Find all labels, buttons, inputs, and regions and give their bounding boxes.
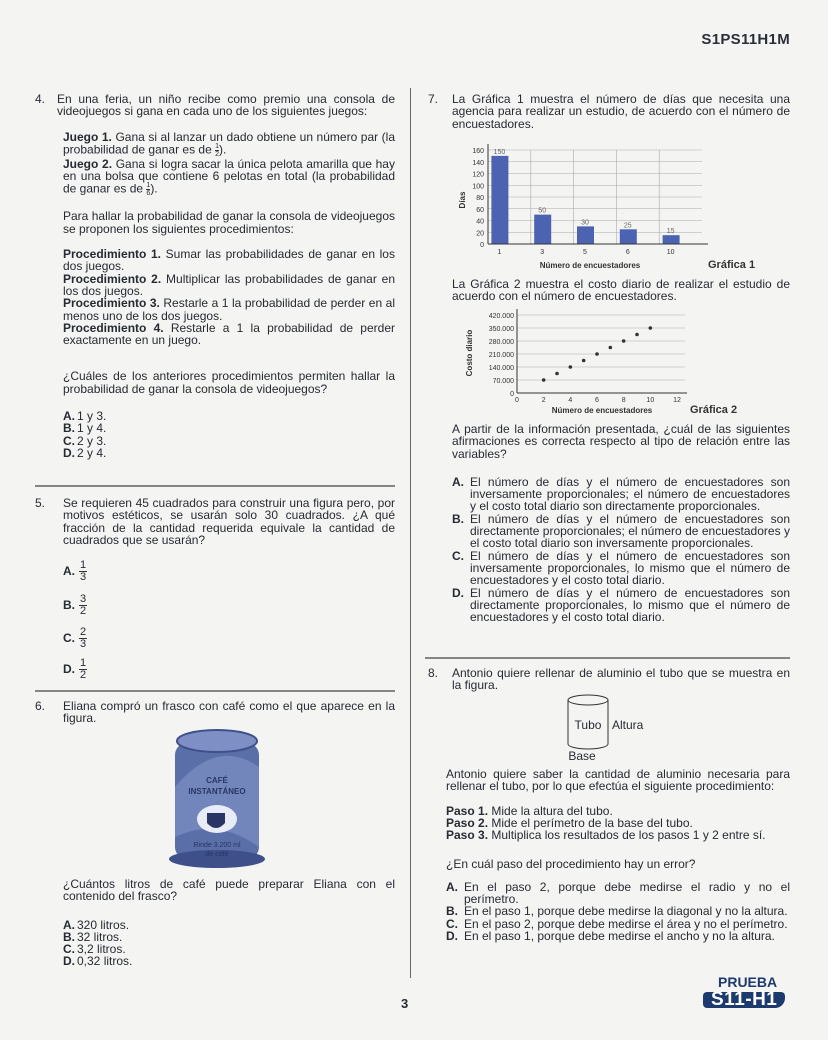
step-label: Paso 1. — [446, 803, 489, 818]
procedure — [35, 297, 395, 322]
option-d[interactable] — [63, 658, 87, 681]
option-letter: D. — [63, 661, 75, 676]
question-number: 5. — [35, 496, 46, 510]
x-tick-label: 10 — [666, 249, 675, 256]
option-text: 2 y 3. — [77, 433, 107, 448]
data-label: 30 — [581, 219, 589, 227]
data-label: 50 — [538, 207, 547, 215]
option-letter: B. — [446, 904, 458, 919]
option-letter: A. — [446, 879, 458, 894]
y-tick-label: 140 — [472, 159, 484, 167]
question-stem: Antonio quiere rellenar de aluminio el tubo que se muestra en la figura. — [452, 666, 790, 693]
y-tick-label: 210.000 — [488, 352, 514, 359]
height-label: Altura — [612, 718, 644, 732]
x-tick-label: 4 — [568, 397, 573, 404]
jar-label-line1: CAFÉ — [206, 776, 228, 785]
juego-label: Juego 1. — [63, 129, 112, 144]
question-text: A partir de la información presentada, ¿cuál de las siguientes afirmaciones es correcta respecto al tipo de relación entre las variables? — [452, 422, 790, 461]
question-6-body — [35, 878, 395, 968]
question-number: 4. — [35, 92, 46, 106]
x-tick-label: 0 — [515, 397, 519, 404]
question-6 — [35, 700, 395, 725]
option-d[interactable] — [35, 447, 395, 459]
option-letter: B. — [63, 929, 75, 944]
question-number: 7. — [428, 92, 439, 106]
coffee-jar-image — [165, 727, 269, 872]
x-axis-label: Número de encuestadores — [551, 406, 653, 415]
data-point — [649, 326, 653, 330]
option-letter: D. — [63, 445, 75, 460]
option-text: 0,32 litros. — [77, 954, 133, 969]
step — [446, 829, 790, 841]
fraction — [79, 594, 87, 617]
procedure-text: Restarle a 1 la probabilidad de perder exactamente en un juego. — [63, 320, 395, 348]
separator — [425, 657, 790, 659]
tube-figure — [560, 692, 680, 764]
separator — [35, 690, 395, 692]
option-letter: B. — [63, 421, 75, 436]
base-label: Base — [568, 749, 596, 763]
numerator: 1 — [215, 142, 220, 150]
option-letter: C. — [446, 916, 458, 931]
procedure — [35, 273, 395, 298]
option-text: En el paso 1, porque debe medirse la diagonal y no la altura. — [464, 904, 788, 919]
juego-text: Gana si al lanzar un dado obtiene un número par (la probabilidad de ganar es de — [63, 129, 395, 157]
chart-2-intro: La Gráfica 2 muestra el costo diario de realizar el estudio de acuerdo con el número de encuestadores. — [452, 277, 790, 304]
question-number: 6. — [35, 699, 46, 713]
procedure-text: Multiplicar las probabilidades de ganar en los dos juegos. — [63, 271, 396, 298]
y-tick-label: 100 — [472, 183, 484, 191]
option-letter: A. — [63, 563, 75, 578]
column-divider — [410, 88, 411, 978]
question-8 — [428, 667, 790, 692]
procedure — [35, 322, 395, 347]
option-text: En el paso 2, porque debe medirse el área y no el perímetro. — [464, 916, 788, 931]
numerator: 1 — [80, 657, 87, 669]
fraction — [79, 560, 87, 583]
data-point — [622, 339, 626, 343]
question-7-body — [452, 423, 790, 623]
x-tick-label: 3 — [540, 249, 545, 256]
data-point — [609, 346, 613, 350]
y-tick-label: 0 — [510, 391, 514, 398]
option-text: 32 litros. — [77, 929, 123, 944]
question-stem: La Gráfica 1 muestra el número de días que necesita una agencia para realizar un estudio, de acuerdo con el número de encuestadores. — [452, 92, 790, 131]
numerator: 1 — [80, 559, 87, 571]
option-letter: B. — [452, 511, 464, 526]
bar — [577, 226, 594, 244]
procedure-text: Sumar las probabilidades de ganar en los dos juegos. — [63, 247, 395, 274]
bar — [663, 235, 680, 244]
y-tick-label: 280.000 — [488, 339, 514, 346]
fraction — [215, 143, 219, 158]
option-text: El número de días y el número de encuestadores son directamente proporcionales; el número de encuestadores y el costo total diario son inversamente proporcionales. — [470, 511, 790, 551]
data-label: 25 — [623, 222, 632, 230]
data-point — [595, 352, 599, 356]
option-text: 320 litros. — [77, 917, 130, 932]
numerator: 1 — [146, 182, 151, 190]
option-d[interactable] — [428, 930, 790, 942]
option-letter: C. — [63, 942, 75, 957]
option-letter: C. — [63, 630, 75, 645]
bar — [534, 215, 551, 244]
x-tick-label: 2 — [541, 397, 546, 404]
step-text: Mide el perímetro de la base del tubo. — [491, 815, 693, 830]
option-a[interactable] — [428, 881, 790, 906]
numerator: 2 — [80, 626, 87, 638]
x-tick-label: 1 — [497, 249, 502, 256]
data-point — [555, 372, 559, 376]
procedure — [35, 248, 395, 273]
y-tick-label: 350.000 — [488, 326, 514, 333]
denominator: 2 — [80, 669, 87, 681]
option-a[interactable] — [63, 560, 87, 583]
question-text: ¿En cuál paso del procedimiento hay un error? — [446, 857, 696, 872]
tube-label: Tubo — [574, 718, 602, 732]
chart-grafica-2 — [440, 305, 800, 420]
x-tick-label: 5 — [583, 249, 587, 256]
denominator: 3 — [80, 638, 87, 650]
bar — [491, 156, 508, 244]
fraction — [79, 658, 87, 681]
y-tick-label: 420.000 — [488, 313, 514, 320]
x-tick-label: 8 — [621, 397, 626, 404]
y-tick-label: 60 — [476, 206, 484, 214]
procedure-label: Procedimiento 3. — [63, 296, 160, 311]
step-text: Mide la altura del tubo. — [491, 803, 613, 818]
question-5 — [35, 497, 395, 546]
procedure-text: Restarle a 1 la probabilidad de perder en al menos uno de los dos juegos. — [63, 296, 395, 323]
data-label: 15 — [666, 228, 675, 236]
numerator: 3 — [80, 593, 87, 605]
y-tick-label: 70.000 — [492, 378, 514, 385]
option-text: 1 y 3. — [77, 409, 107, 424]
juego-label: Juego 2. — [63, 156, 113, 171]
step-label: Paso 3. — [446, 828, 489, 843]
intro-text: Para hallar la probabilidad de ganar la consola de videojuegos se proponen los siguientes procedimientos: — [63, 209, 395, 236]
x-tick-label: 10 — [646, 397, 655, 404]
option-d[interactable] — [35, 955, 395, 967]
x-tick-label: 12 — [673, 397, 681, 404]
option-letter: D. — [63, 954, 75, 969]
option-c[interactable] — [63, 627, 87, 650]
x-axis-label: Número de encuestadores — [539, 261, 641, 270]
chart-grafica-1 — [440, 140, 800, 275]
data-point — [635, 333, 639, 337]
y-tick-label: 20 — [476, 230, 484, 238]
option-text: 2 y 4. — [77, 445, 107, 460]
procedure-label: Procedimiento 2. — [63, 271, 162, 286]
data-point — [582, 359, 586, 363]
option-b[interactable] — [434, 513, 790, 550]
data-point — [542, 378, 546, 382]
option-text: El número de días y el número de encuestadores son directamente proporcionales, lo mismo que el número de encuestadores y el costo total diario. — [470, 585, 790, 625]
jar-label-line2: INSTANTÁNEO — [188, 787, 246, 796]
option-text: 1 y 4. — [77, 421, 107, 436]
y-tick-label: 140.000 — [488, 365, 514, 372]
juego-1: Juego 1. Gana si al lanzar un dado obtiene un número par (la probabilidad de ganar es de $\frac{1}{2}$ ). — [63, 129, 395, 158]
data-point — [569, 365, 573, 369]
intro-text: Antonio quiere saber la cantidad de aluminio necesaria para rellenar el tubo, por lo que efectúa el siguiente procedimiento: — [446, 767, 790, 794]
y-axis-label: Días — [458, 191, 467, 209]
y-axis-label: Costo diario — [465, 329, 474, 377]
data-label: 150 — [493, 148, 506, 156]
denominator: 6 — [146, 190, 151, 198]
page-number: 3 — [401, 996, 409, 1011]
footer-label: PRUEBA — [718, 974, 778, 990]
denominator: 2 — [80, 605, 87, 617]
option-a[interactable] — [434, 476, 790, 513]
question-text: ¿Cuáles de los anteriores procedimientos permiten hallar la probabilidad de ganar la consola de videojuegos? — [63, 369, 395, 396]
step-text: Multiplica los resultados de los pasos 1 y 2 entre sí. — [491, 828, 766, 843]
question-text: ¿Cuántos litros de café puede preparar Eliana con el contenido del frasco? — [63, 877, 395, 904]
denominator: 2 — [215, 150, 220, 158]
question-number: 8. — [428, 666, 439, 680]
chart-title: Gráfica 2 — [690, 404, 738, 416]
option-letter: D. — [446, 928, 458, 943]
y-tick-label: 40 — [476, 218, 484, 226]
procedure-label: Procedimiento 4. — [63, 320, 164, 335]
denominator: 3 — [80, 571, 87, 583]
chart-title: Gráfica 1 — [708, 259, 756, 271]
y-tick-label: 120 — [472, 171, 484, 179]
y-tick-label: 160 — [472, 148, 484, 155]
bar — [620, 229, 637, 244]
y-tick-label: 80 — [476, 195, 484, 202]
question-stem: Se requieren 45 cuadrados para construir una figura pero, por motivos estéticos, se usarán solo 30 cuadrados. ¿A qué fracción de la cantidad requerida equivale la cantidad de cuadrados que se usarán? — [63, 496, 395, 547]
option-letter: A. — [63, 409, 75, 424]
question-7 — [428, 93, 790, 130]
option-letter: B. — [63, 597, 75, 612]
juego-text: Gana si logra sacar la única pelota amarilla que hay en una bolsa que contiene 6 pelotas en total (la probabilidad de ganar es de — [63, 156, 395, 197]
juego-2: Juego 2. Gana si logra sacar la única pelota amarilla que hay en una bolsa que contiene 6 pelotas en total (la probabilidad de ganar es de $\frac{1}{6}$ ). — [63, 156, 395, 198]
step-label: Paso 2. — [446, 815, 489, 830]
option-letter: D. — [452, 585, 464, 600]
x-tick-label: 6 — [625, 249, 630, 256]
procedure-label: Procedimiento 1. — [63, 247, 161, 262]
option-text: El número de días y el número de encuestadores son inversamente proporcionales; el número de encuestadores y el costo total diario son directamente proporcionales. — [470, 474, 790, 514]
document-code: S1PS11H1M — [701, 31, 790, 48]
jar-label-line4: de café — [205, 851, 229, 858]
option-c[interactable] — [434, 550, 790, 587]
option-text: En el paso 2, porque debe medirse el radio y no el perímetro. — [464, 879, 790, 907]
test-badge: S11-H1 — [703, 992, 785, 1008]
question-4 — [35, 93, 395, 459]
option-letter: C. — [63, 433, 75, 448]
option-b[interactable] — [63, 594, 87, 617]
y-tick-label: 0 — [480, 242, 484, 249]
option-text: En el paso 1, porque debe medirse el ancho y no la altura. — [464, 928, 775, 943]
option-letter: A. — [452, 474, 464, 489]
fraction — [146, 182, 150, 197]
option-b[interactable] — [35, 422, 395, 434]
question-stem: En una feria, un niño recibe como premio una consola de videojuegos si gana en cada uno de los siguientes juegos: — [57, 92, 395, 119]
option-b[interactable] — [428, 905, 790, 917]
question-stem: Eliana compró un frasco con café como el que aparece en la figura. — [63, 699, 395, 726]
option-letter: C. — [452, 548, 464, 563]
jar-label-line3: Rinde 3.200 ml — [193, 842, 241, 849]
option-text: El número de días y el número de encuestadores son inversamente proporcionales, lo mismo que el número de encuestadores y el costo total diario. — [470, 548, 790, 588]
x-tick-label: 6 — [595, 397, 599, 404]
question-8-body — [446, 768, 790, 942]
option-d[interactable] — [434, 587, 790, 624]
separator — [35, 485, 395, 487]
fraction — [79, 627, 87, 650]
option-letter: A. — [63, 917, 75, 932]
option-text: 3,2 litros. — [77, 942, 126, 957]
